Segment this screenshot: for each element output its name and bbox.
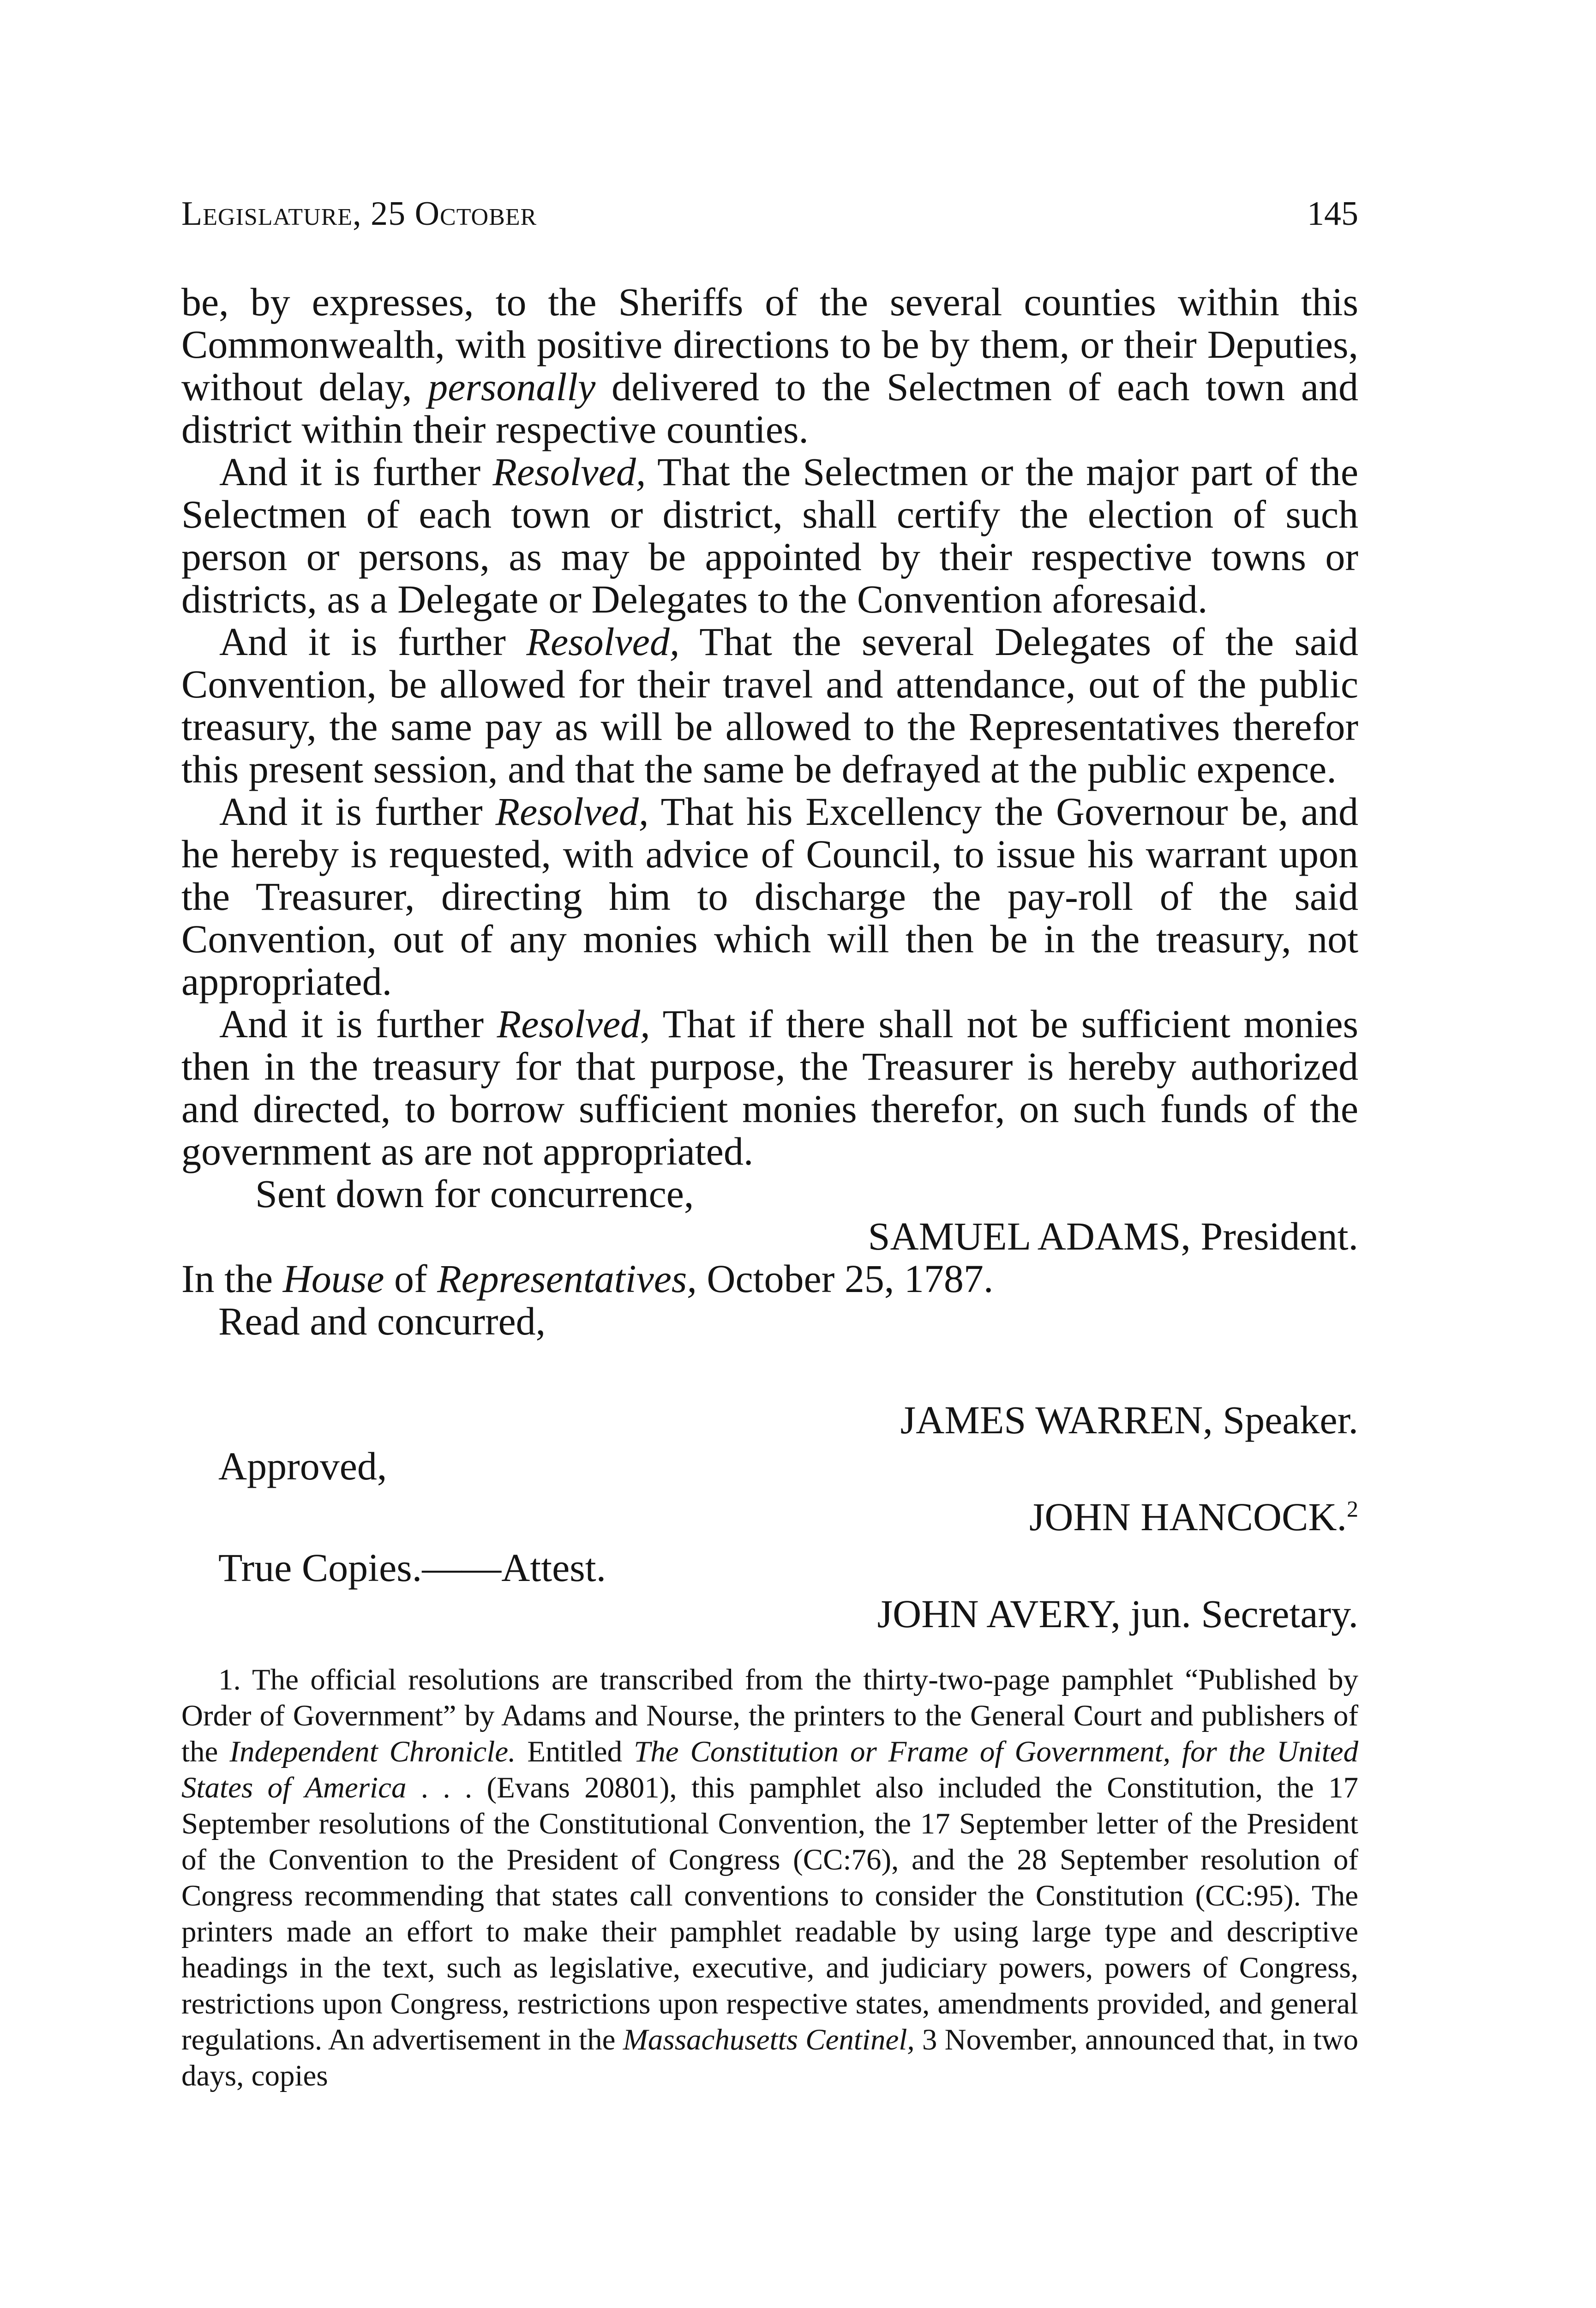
- running-title: Legislature, 25 October: [181, 195, 537, 233]
- approved-label: Approved,: [218, 1444, 387, 1488]
- signature-block: [181, 1398, 1358, 1636]
- footnote-reference: 2: [1347, 1496, 1358, 1522]
- governor-signature: JOHN HANCOCK.$^2$: [1029, 1495, 1358, 1539]
- sent-down-line: Sent down for concurrence,: [255, 1172, 694, 1216]
- speaker-signature: JAMES WARREN, Speaker.: [900, 1398, 1358, 1442]
- president-signature: SAMUEL ADAMS, President.: [868, 1214, 1358, 1258]
- secretary-signature: JOHN AVERY, jun. Secretary.: [877, 1592, 1358, 1636]
- footnotes: [181, 1662, 1358, 2094]
- footnote-1: 1. The official resolutions are transcribed from the thirty-two-page pamphlet “Published by Order of Government” by Adams and Nourse, the printers to the General Court and publishers of the Independent Chronicle. Entitled The Constitution or Frame of Government, for the United States of America . . . (Evans 20801), this pamphlet also included the Constitution, the 17 September resolutions of the Constitutional Convention, the 17 September letter of the President of the Convention to the President of Congress (CC:76), and the 28 September resolution of Congress recommending that states call conventions to consider the Constitution (CC:95). The printers made an effort to make their pamphlet readable by using large type and descriptive headings in the text, such as legislative, executive, and judiciary powers, powers of Congress, restrictions upon Congress, restrictions upon respective states, amendments provided, and general regulations. An advertisement in the Massachusetts Centinel, 3 November, announced that, in two days, copies: [181, 1663, 1359, 2092]
- page-number: 145: [1307, 195, 1358, 233]
- read-concurred-line: Read and concurred,: [218, 1299, 546, 1343]
- resolution-text: [181, 281, 1358, 1342]
- true-copies-attest: True Copies.——Attest.: [218, 1545, 606, 1590]
- running-head: [181, 193, 1358, 234]
- house-concurrence-line: In the House of Representatives, October 25, 1787.: [181, 1256, 994, 1301]
- book-page: [181, 0, 1358, 2308]
- paragraph-borrow-monies: And it is further Resolved, That if there shall not be sufficient monies then in the treasury for that purpose, the Treasurer is hereby authorized and directed, to borrow sufficient monies therefor, on such funds of the government as are not appropriated.: [181, 1002, 1358, 1173]
- paragraph-governour-warrant: And it is further Resolved, That his Excellency the Governour be, and he hereby is requested, with advice of Council, to issue his warrant upon the Treasurer, directing him to discharge the pay-roll of the said Convention, out of any monies which will then be in the treasury, not appropriated.: [181, 789, 1358, 1004]
- paragraph-certify-election: And it is further Resolved, That the Selectmen or the major part of the Selectmen of each town or district, shall certify the election of such person or persons, as may be appointed by their respective towns or districts, as a Delegate or Delegates to the Convention aforesaid.: [181, 450, 1358, 621]
- paragraph-continued: be, by expresses, to the Sheriffs of the several counties within this Commonwealth, with positive directions to be by them, or their Deputies, without delay, personally delivered to the Selectmen of each town and district within their respective counties.: [181, 280, 1358, 451]
- paragraph-delegate-pay: And it is further Resolved, That the several Delegates of the said Convention, be allowed for their travel and attendance, out of the public treasury, the same pay as will be allowed to the Representatives therefor this present session, and that the same be defrayed at the public expence.: [181, 619, 1358, 791]
